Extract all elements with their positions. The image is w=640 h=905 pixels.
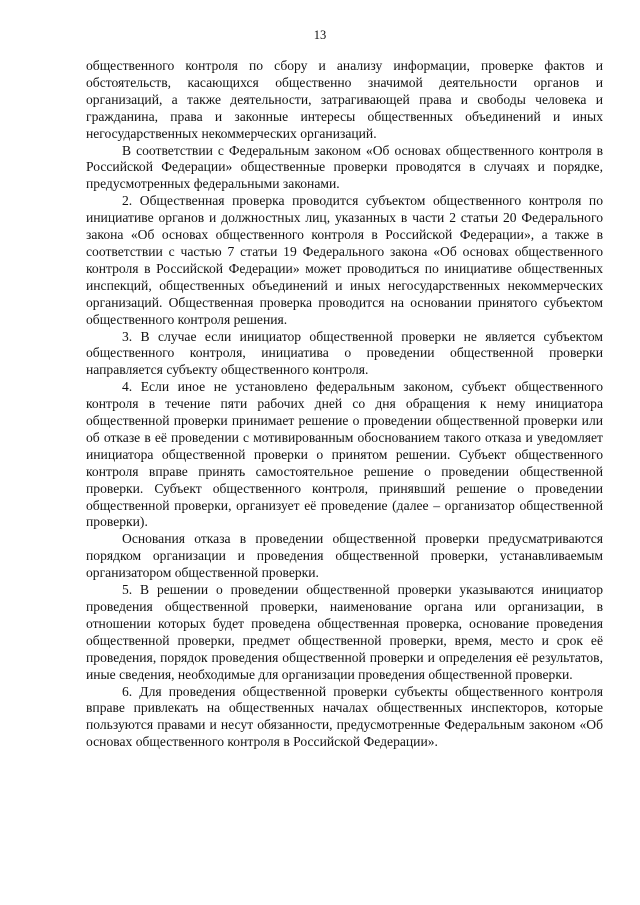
paragraph-item-5: 5. В решении о проведении общественной проверки указываются инициатор проведения общественной проверки, наименование органа или организации, в отношении которых будет проведена общественная проверка, основание проведения общественной проверки, предмет общественной проверки, время, место и срок её проведения, порядок проведения общественной проверки и определения её результатов, иные сведения, необходимые для организации проведения общественной проверки. bbox=[86, 582, 603, 682]
paragraph-item-2: 2. Общественная проверка проводится субъектом общественного контроля по инициативе органов и должностных лиц, указанных в части 2 статьи 20 Федерального закона «Об основах общественного контроля в Российской Федерации», а также в соответствии с частью 7 статьи 19 Федерального закона «Об основах общественного контроля в Российской Федерации» может проводиться по инициативе общественных инспекций, общественных объединений и иных негосударственных некоммерческих организаций. Общественная проверка проводится на основании принятого субъектом общественного контроля решения. bbox=[86, 193, 603, 327]
paragraph-item-6: 6. Для проведения общественной проверки субъекты общественного контроля вправе привлекать на общественных началах общественных инспекторов, которые пользуются правами и несут обязанности, предусмотренные Федеральным законом «Об основах общественного контроля в Российской Федерации». bbox=[86, 683, 603, 750]
paragraph-federal-law-reference: В соответствии с Федеральным законом «Об основах общественного контроля в Российской Федерации» общественные проверки проводятся в случаях и порядке, предусмотренных федеральными законами. bbox=[86, 142, 603, 192]
paragraph-item-3: 3. В случае если инициатор общественной проверки не является субъектом общественного контроля, инициатива о проведении общественной проверки направляется субъекту общественного контроля. bbox=[86, 328, 603, 378]
page-number: 13 bbox=[313, 28, 327, 42]
document-body bbox=[86, 58, 603, 751]
paragraph-refusal-grounds: Основания отказа в проведении общественной проверки предусматриваются порядком организации и проведения общественной проверки, устанавливаемым организатором общественной проверки. bbox=[86, 531, 603, 581]
paragraph-continuation: общественного контроля по сбору и анализу информации, проверке фактов и обстоятельств, касающихся общественно значимой деятельности органов и организаций, а также деятельности, затрагивающей права и свободы человека и гражданина, права и законные интересы общественных объединений и иных негосударственных некоммерческих организаций. bbox=[86, 58, 603, 141]
paragraph-item-4: 4. Если иное не установлено федеральным законом, субъект общественного контроля в течение пяти рабочих дней со дня обращения к нему инициатора общественной проверки принимает решение о проведении общественной проверки или об отказе в её проведении с мотивированным обоснованием такого отказа и уведомляет инициатора общественной проверки о принятом решении. Субъект общественного контроля вправе принять самостоятельное решение о проведении общественной проверки. Субъект общественного контроля, принявший решение о проведении общественной проверки, организует её проведение (далее – организатор общественной проверки). bbox=[86, 379, 603, 530]
